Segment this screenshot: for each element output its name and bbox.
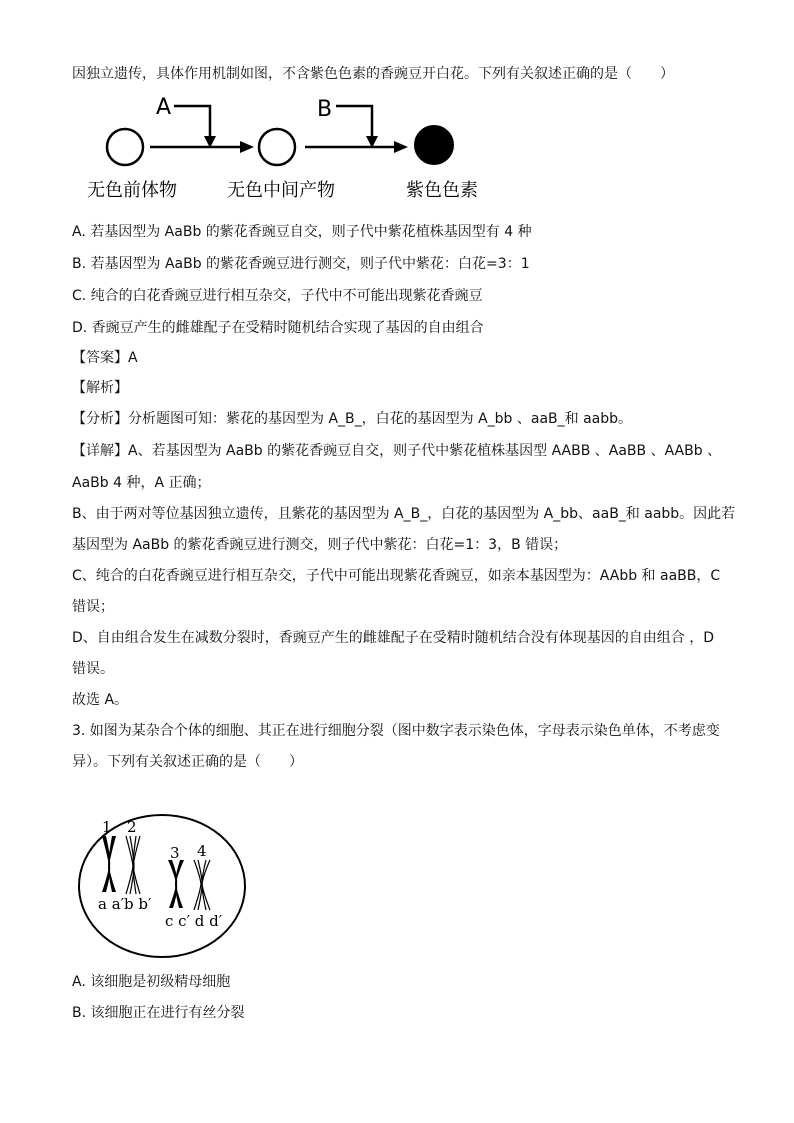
q2-analysis-line: B、由于两对等位基因独立遗传，且紫花的基因型为 A_B_，白花的基因型为 A_bb、aaB_和 aabb。因此若 [72,506,736,522]
q3-option-b: B. 该细胞正在进行有丝分裂 [72,1005,245,1021]
q2-analysis-line: 基因型为 AaBb 的紫花香豌豆进行测交，则子代中紫花：白花=1：3，B 错误； [72,537,568,553]
q3-option-a: A. 该细胞是初级精母细胞 [72,974,231,990]
q2-option-b: B. 若基因型为 AaBb 的紫花香豌豆进行测交，则子代中紫花：白花=3：1 [72,256,530,272]
q2-option-c: C. 纯合的白花香豌豆进行相互杂交，子代中不可能出现紫花香豌豆 [72,288,483,304]
precursor-label: 无色前体物 [87,180,177,201]
gene-a-arrow [174,106,210,138]
intermediate-circle [259,129,295,165]
chromatid-letters-3-4: c c′ d d′ [165,912,223,930]
intermediate-label: 无色中间产物 [227,180,335,201]
cell-division-figure [72,808,252,958]
q2-analysis-line: 【分析】分析题图可知：紫花的基因型为 A_B_，白花的基因型为 A_bb 、aaB_和 aabb。 [72,411,633,427]
question-2-stem: 因独立遗传，具体作用机制如图，不含紫色色素的香豌豆开白花。下列有关叙述正确的是（ ） [72,66,674,82]
pathway-diagram [72,92,492,212]
q2-analysis-line: C、纯合的白花香豌豆进行相互杂交，子代中可能出现紫花香豌豆，如亲本基因型为：AAbb 和 aaBB，C [72,568,721,584]
q2-analysis-line: 【详解】A、若基因型为 AaBb 的紫花香豌豆自交，则子代中紫花植株基因型 AABB 、AaBB 、AABb 、 [72,443,722,459]
gene-b-label: B [317,97,333,122]
pigment-circle [415,126,453,164]
q2-analysis-line: D、自由组合发生在减数分裂时，香豌豆产生的雌雄配子在受精时随机结合没有体现基因的自由组合 ，D [72,630,715,646]
precursor-circle [107,129,143,165]
arrow-1-head [240,141,254,153]
question-3-stem-cont: 异）。下列有关叙述正确的是（ ） [72,754,303,770]
q2-option-d: D. 香豌豆产生的雌雄配子在受精时随机结合实现了基因的自由组合 [72,320,484,336]
chromosome-number-2: 2 [127,818,137,836]
q2-option-a: A. 若基因型为 AaBb 的紫花香豌豆自交，则子代中紫花植株基因型有 4 种 [72,224,532,240]
arrow-2-head [394,141,408,153]
q2-analysis-line: 错误； [72,599,114,615]
q2-answer: 【答案】A [72,350,138,366]
gene-a-label: A [156,95,172,120]
question-3-stem: 3. 如图为某杂合个体的细胞、其正在进行细胞分裂（图中数字表示染色体，字母表示染色单体，不考虑变 [72,723,720,739]
chromosome-number-3: 3 [170,844,180,862]
chromosome-number-4: 4 [197,842,207,860]
pigment-label: 紫色色素 [406,180,478,201]
chromatid-letters-1-2: a a′b b′ [98,895,152,913]
q2-analysis-line: 错误。 [72,661,114,677]
q2-analysis-line: 故选 A。 [72,692,129,708]
q2-analysis-title: 【解析】 [72,380,128,396]
chromosome-number-1: 1 [102,818,112,836]
q2-analysis-line: AaBb 4 种，A 正确； [72,475,211,491]
gene-b-arrow [336,106,372,138]
